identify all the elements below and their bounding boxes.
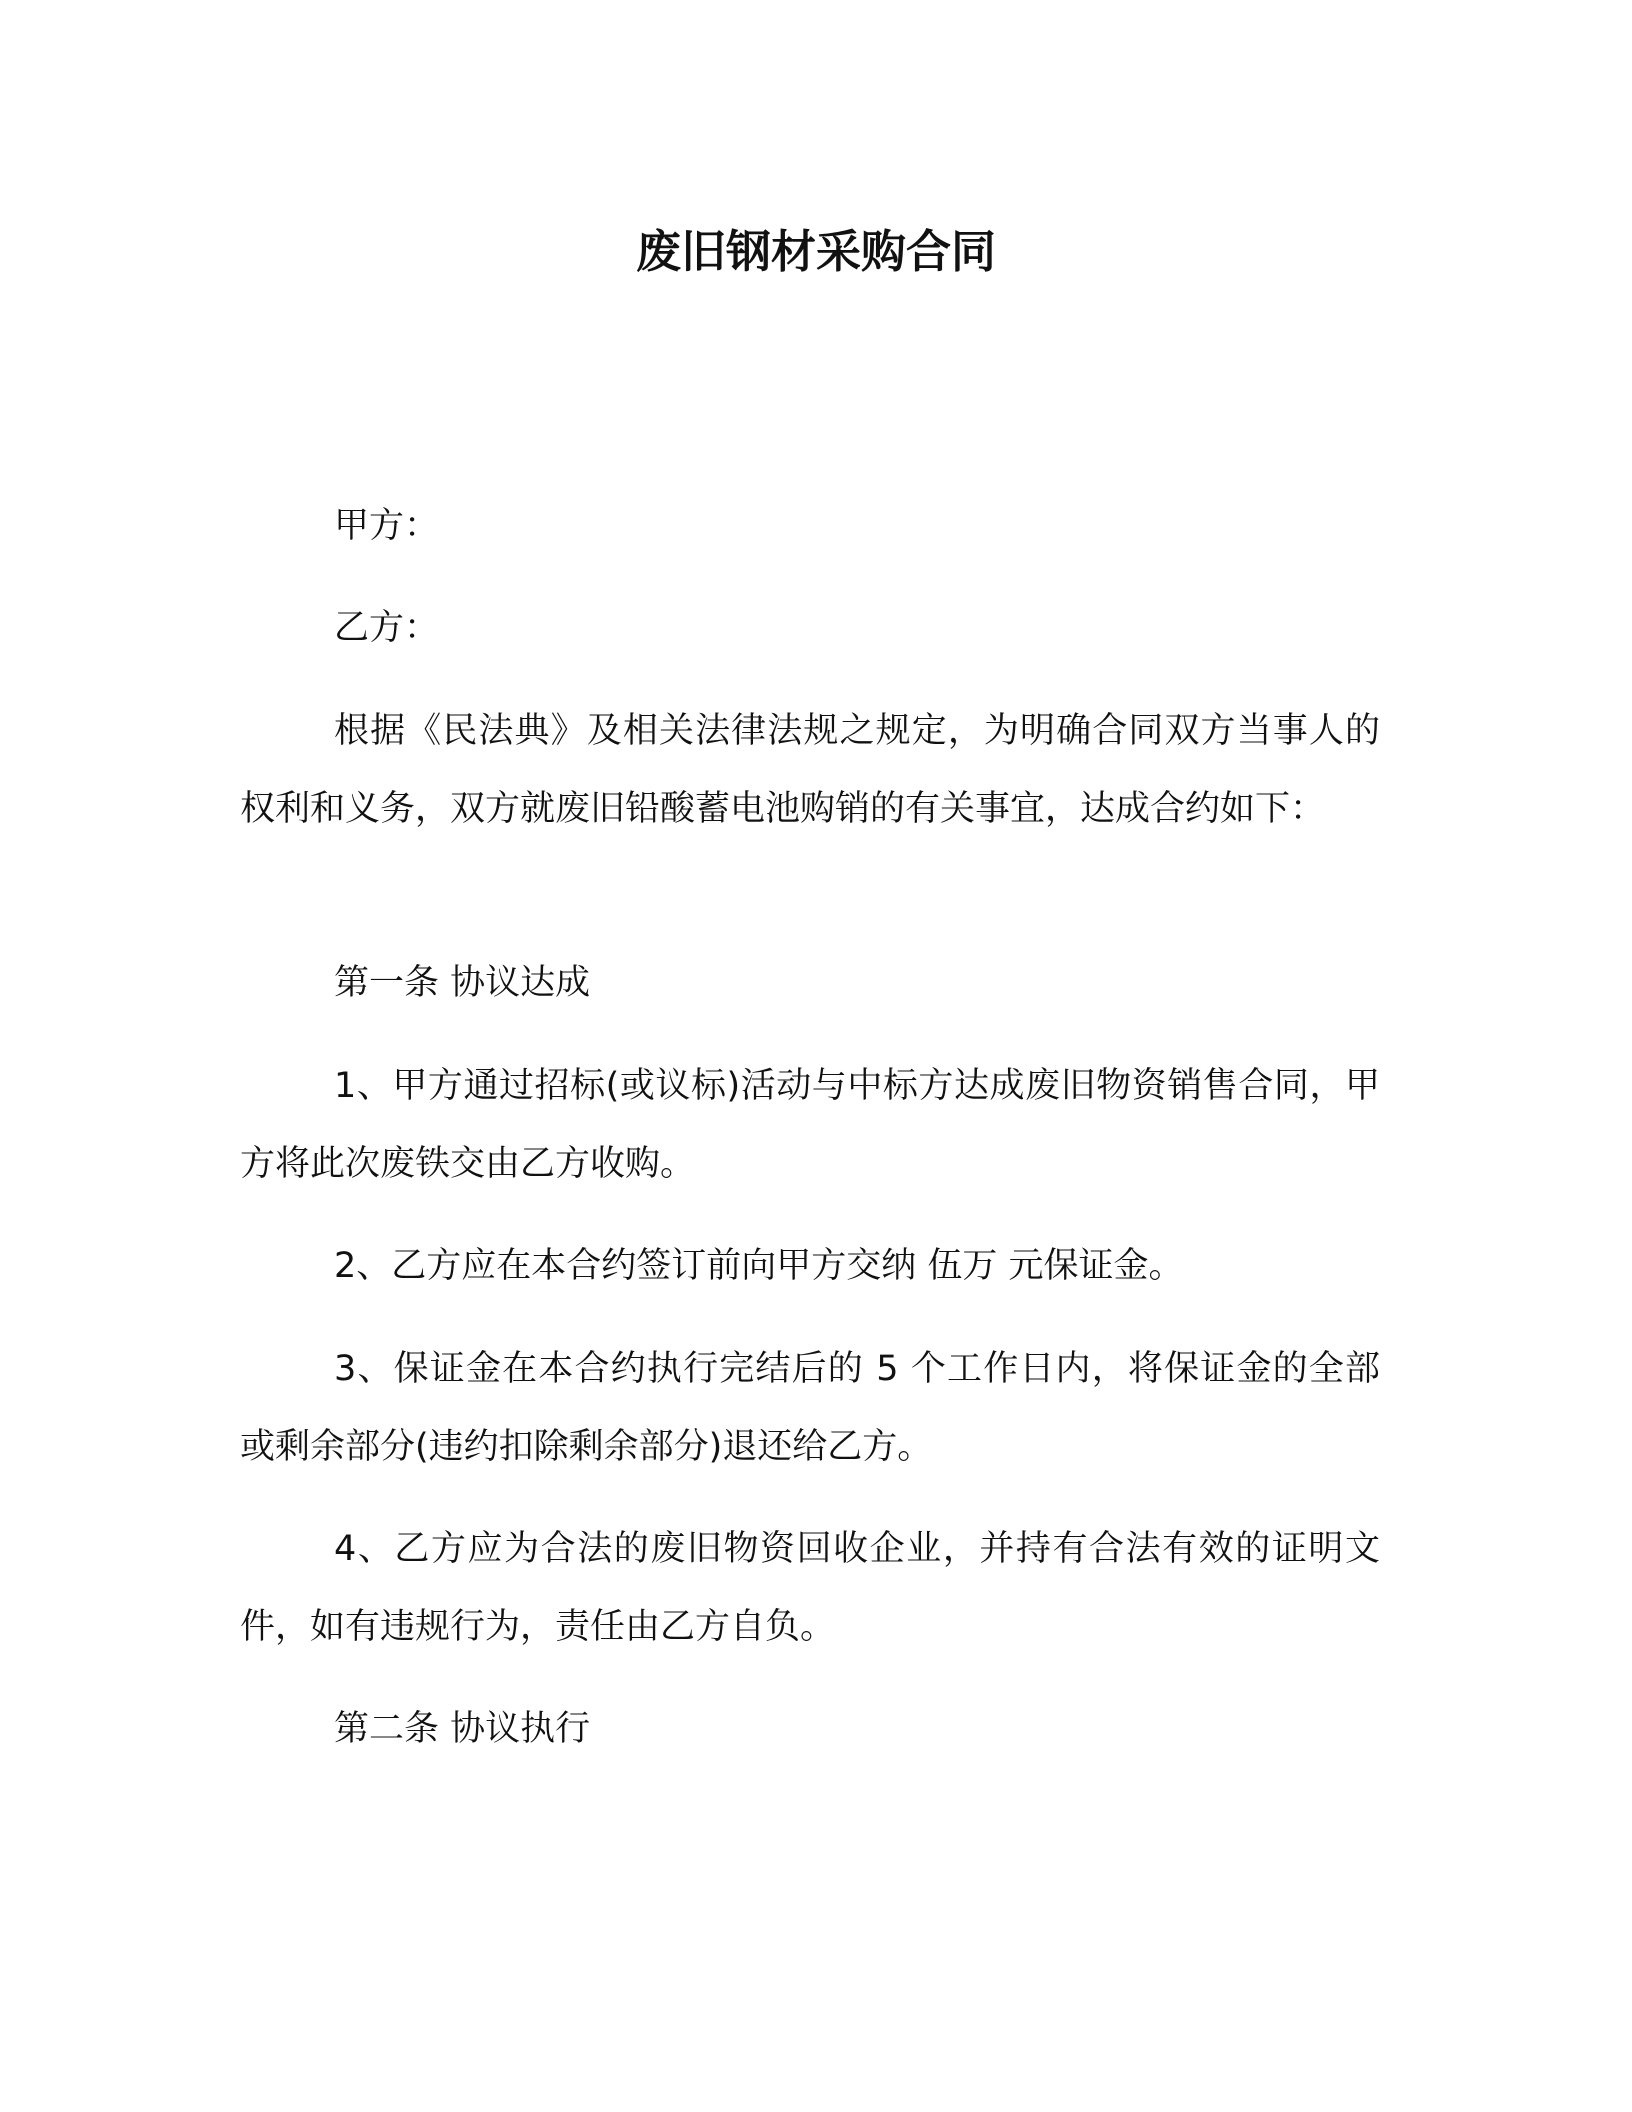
document-title: 废旧钢材采购合同 — [635, 225, 996, 278]
clause-4-paragraph: 4、乙方应为合法的废旧物资回收企业，并持有合法有效的证明文件，如有违规行为，责任由乙方自负。 — [240, 1529, 1380, 1647]
article-2-heading: 第二条 协议执行 — [334, 1709, 591, 1749]
preamble-paragraph: 根据《民法典》及相关法律法规之规定，为明确合同双方当事人的权利和义务，双方就废旧铅酸蓄电池购销的有关事宜，达成合约如下： — [240, 711, 1380, 829]
clause-1-paragraph: 1、甲方通过招标(或议标)活动与中标方达成废旧物资销售合同，甲方将此次废铁交由乙方收购。 — [240, 1066, 1380, 1184]
article-1-heading: 第一条 协议达成 — [334, 963, 591, 1003]
clause-3-paragraph: 3、保证金在本合约执行完结后的 5 个工作日内，将保证金的全部或剩余部分(违约扣除剩余部分)退还给乙方。 — [240, 1349, 1380, 1467]
clause-2-paragraph: 2、乙方应在本合约签订前向甲方交纳 伍万 元保证金。 — [334, 1246, 1184, 1286]
party-b-line: 乙方： — [334, 608, 440, 648]
party-a-line: 甲方： — [334, 506, 440, 546]
